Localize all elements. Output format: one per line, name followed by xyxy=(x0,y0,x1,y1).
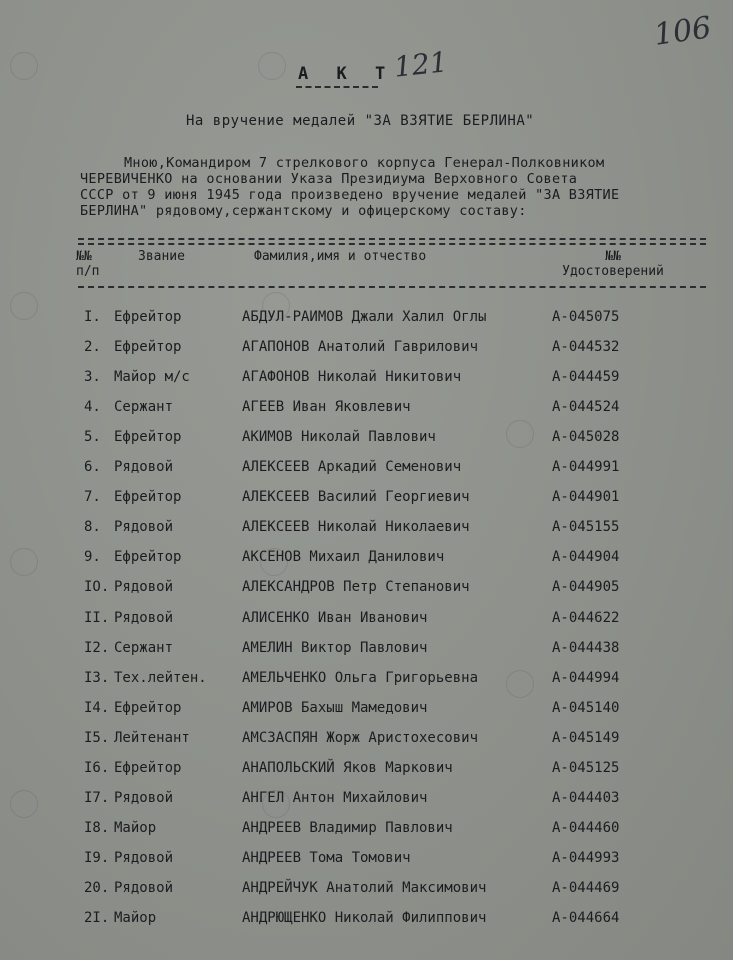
table-row xyxy=(0,309,733,333)
row-number: 2I. xyxy=(84,910,110,926)
table-row xyxy=(0,850,733,874)
row-full-name: АНАПОЛЬСКИЙ Яков Маркович xyxy=(242,759,453,776)
row-full-name: АГАПОНОВ Анатолий Гаврилович xyxy=(242,339,479,356)
watermark-emblem xyxy=(258,52,286,80)
row-rank: Ефрейтор xyxy=(114,759,182,776)
watermark-emblem xyxy=(10,52,38,80)
row-full-name: АНДРЕЙЧУК Анатолий Максимович xyxy=(242,879,487,896)
row-number: I. xyxy=(84,309,101,325)
table-row xyxy=(0,459,733,483)
row-certificate-number: А-044460 xyxy=(552,819,620,836)
table-row xyxy=(0,880,733,904)
row-certificate-number: А-045149 xyxy=(552,729,620,746)
row-rank: Ефрейтор xyxy=(114,489,182,506)
table-row xyxy=(0,489,733,513)
table-row xyxy=(0,670,733,694)
row-certificate-number: А-044459 xyxy=(552,369,620,386)
intro-line: Мною,Командиром 7 стрелкового корпуса Генерал-Полковником xyxy=(124,155,605,171)
row-number: I9. xyxy=(84,849,110,866)
row-number: 8. xyxy=(84,519,101,536)
row-certificate-number: А-044438 xyxy=(552,639,620,656)
row-certificate-number: А-044991 xyxy=(552,459,620,476)
table-rule-top xyxy=(78,238,706,240)
table-row xyxy=(0,790,733,814)
row-number: 9. xyxy=(84,549,101,566)
row-certificate-number: А-044622 xyxy=(552,609,620,626)
row-certificate-number: А-045125 xyxy=(552,759,620,776)
row-full-name: АНДРЕЕВ Тома Томович xyxy=(242,849,411,866)
row-full-name: АЛЕКСЕЕВ Аркадий Семенович xyxy=(242,459,462,476)
intro-line: СССР от 9 июня 1945 года произведено вручение медалей "ЗА ВЗЯТИЕ xyxy=(80,187,620,203)
handwritten-page-number: 106 xyxy=(651,10,714,53)
row-certificate-number: А-044664 xyxy=(552,910,620,926)
row-rank: Рядовой xyxy=(114,459,174,476)
row-full-name: АЛЕКСАНДРОВ Петр Степанович xyxy=(242,579,470,596)
intro-line: БЕРЛИНА" рядовому,сержантскому и офицерскому составу: xyxy=(80,203,527,219)
row-number: I2. xyxy=(84,639,110,656)
row-rank: Майор xyxy=(114,910,157,926)
row-number: II. xyxy=(84,609,110,626)
row-full-name: АНДРЮЩЕНКО Николай Филиппович xyxy=(242,910,487,926)
row-rank: Майор xyxy=(114,819,157,836)
row-rank: Ефрейтор xyxy=(114,309,182,325)
row-number: IO. xyxy=(84,579,110,596)
row-number: I7. xyxy=(84,789,110,806)
row-number: I6. xyxy=(84,759,110,776)
column-header-cert: №№ Удостоверений xyxy=(562,249,664,279)
table-row xyxy=(0,820,733,844)
row-number: 5. xyxy=(84,429,101,446)
row-rank: Рядовой xyxy=(114,789,174,806)
row-number: 6. xyxy=(84,459,101,476)
row-full-name: АМСЗАСПЯН Жорж Аристохесович xyxy=(242,729,479,746)
row-certificate-number: А-045028 xyxy=(552,429,620,446)
row-full-name: АГАФОНОВ Николай Никитович xyxy=(242,369,462,386)
row-certificate-number: А-044469 xyxy=(552,879,620,896)
row-rank: Ефрейтор xyxy=(114,699,182,716)
document-title: А К Т xyxy=(298,64,395,84)
table-row xyxy=(0,610,733,634)
row-full-name: АМЕЛЬЧЕНКО Ольга Григорьевна xyxy=(242,669,479,686)
row-rank: Ефрейтор xyxy=(114,339,182,356)
row-rank: Тех.лейтен. xyxy=(114,669,207,686)
row-full-name: АНГЕЛ Антон Михайлович xyxy=(242,789,428,806)
row-full-name: АЛЕКСЕЕВ Василий Георгиевич xyxy=(242,489,470,506)
row-rank: Ефрейтор xyxy=(114,549,182,566)
table-rule-top xyxy=(78,243,706,245)
row-full-name: АМИРОВ Бахыш Мамедович xyxy=(242,699,428,716)
table-rule-header xyxy=(78,286,706,288)
row-number: 7. xyxy=(84,489,101,506)
table-row xyxy=(0,579,733,603)
row-certificate-number: А-044524 xyxy=(552,399,620,416)
table-row xyxy=(0,399,733,423)
row-number: I3. xyxy=(84,669,110,686)
table-row xyxy=(0,640,733,664)
row-number: 3. xyxy=(84,369,101,386)
row-full-name: АЛЕКСЕЕВ Николай Николаевич xyxy=(242,519,470,536)
row-rank: Майор м/с xyxy=(114,369,190,386)
table-row xyxy=(0,730,733,754)
table-row xyxy=(0,519,733,543)
column-header-name: Фамилия,имя и отчество xyxy=(254,249,427,264)
table-row xyxy=(0,549,733,573)
row-number: I8. xyxy=(84,819,110,836)
row-rank: Рядовой xyxy=(114,879,174,896)
row-number: I4. xyxy=(84,699,110,716)
table-row xyxy=(0,910,733,934)
row-full-name: АГЕЕВ Иван Яковлевич xyxy=(242,399,411,416)
row-number: 20. xyxy=(84,879,110,896)
table-row xyxy=(0,700,733,724)
document-subtitle: На вручение медалей "ЗА ВЗЯТИЕ БЕРЛИНА" xyxy=(186,113,535,129)
row-number: I5. xyxy=(84,729,110,746)
intro-line: ЧЕРЕВИЧЕНКО на основании Указа Президиума Верховного Совета xyxy=(80,171,578,187)
table-row xyxy=(0,760,733,784)
row-rank: Ефрейтор xyxy=(114,429,182,446)
title-underline xyxy=(296,86,378,88)
row-certificate-number: А-044993 xyxy=(552,849,620,866)
row-full-name: АМЕЛИН Виктор Павлович xyxy=(242,639,428,656)
row-certificate-number: А-044904 xyxy=(552,549,620,566)
row-rank: Лейтенант xyxy=(114,729,190,746)
row-certificate-number: А-044994 xyxy=(552,669,620,686)
intro-paragraph xyxy=(80,155,712,219)
row-certificate-number: А-044403 xyxy=(552,789,620,806)
row-full-name: АНДРЕЕВ Владимир Павлович xyxy=(242,819,453,836)
row-certificate-number: А-044532 xyxy=(552,339,620,356)
row-certificate-number: А-044901 xyxy=(552,489,620,506)
row-full-name: АКСЕНОВ Михаил Данилович xyxy=(242,549,445,566)
row-certificate-number: А-045155 xyxy=(552,519,620,536)
table-row xyxy=(0,339,733,363)
row-rank: Рядовой xyxy=(114,519,174,536)
column-header-rank: Звание xyxy=(138,249,185,264)
row-certificate-number: А-045140 xyxy=(552,699,620,716)
column-header-no: №№ п/п xyxy=(76,249,100,279)
row-rank: Сержант xyxy=(114,399,174,416)
row-full-name: АЛИСЕНКО Иван Иванович xyxy=(242,609,428,626)
row-number: 4. xyxy=(84,399,101,416)
table-row xyxy=(0,369,733,393)
row-full-name: АБДУЛ-РАИМОВ Джали Халил Оглы xyxy=(242,309,487,325)
table-row xyxy=(0,429,733,453)
row-rank: Рядовой xyxy=(114,849,174,866)
row-certificate-number: А-045075 xyxy=(552,309,620,325)
row-rank: Рядовой xyxy=(114,609,174,626)
row-full-name: АКИМОВ Николай Павлович xyxy=(242,429,436,446)
row-number: 2. xyxy=(84,339,101,356)
handwritten-act-number: 121 xyxy=(392,45,450,84)
row-rank: Рядовой xyxy=(114,579,174,596)
row-rank: Сержант xyxy=(114,639,174,656)
row-certificate-number: А-044905 xyxy=(552,579,620,596)
